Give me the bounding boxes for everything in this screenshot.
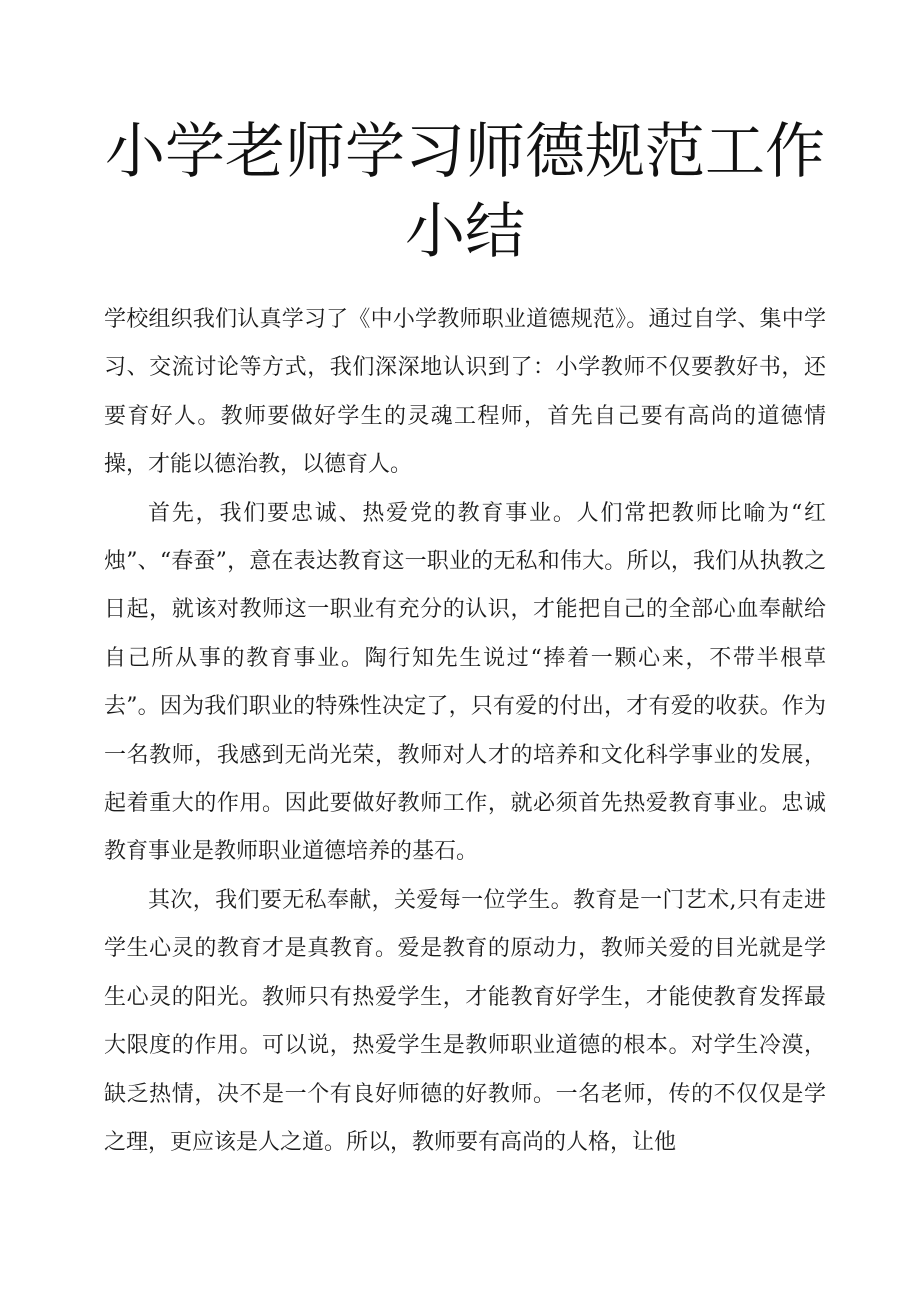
- paragraph-intro: 学校组织我们认真学习了《中小学教师职业道德规范》。通过自学、集中学习、交流讨论等方式，我们深深地认识到了：小学教师不仅要教好书，还要育好人。教师要做好学生的灵魂工程师，首先自己要有高尚的道德情操，才能以德治教，以德育人。: [104, 307, 826, 478]
- paragraph-second-point: 其次，我们要无私奉献，关爱每一位学生。教育是一门艺术,只有走进学生心灵的教育才是真教育。爱是教育的原动力，教师关爱的目光就是学生心灵的阳光。教师只有热爱学生，才能教育好学生，才能使教育发挥最大限度的作用。可以说，热爱学生是教师职业道德的根本。对学生冷漠，缺乏热情，决不是一个有良好师德的好教师。一名老师，传的不仅仅是学之理，更应该是人之道。所以，教师要有高尚的人格，让他: [104, 887, 826, 1155]
- paragraph-first-point: 首先，我们要忠诚、热爱党的教育事业。人们常把教师比喻为“红烛”、“春蚕”，意在表达教育这一职业的无私和伟大。所以，我们从执教之日起，就该对教师这一职业有充分的认识，才能把自己的全部心血奉献给自己所从事的教育事业。陶行知先生说过“捧着一颗心来，不带半根草去”。因为我们职业的特殊性决定了，只有爱的付出，才有爱的收获。作为一名教师，我感到无尚光荣，教师对人才的培养和文化科学事业的发展，起着重大的作用。因此要做好教师工作，就必须首先热爱教育事业。忠诚教育事业是教师职业道德培养的基石。: [104, 500, 826, 865]
- document-title: 小学老师学习师德规范工作小结: [105, 117, 825, 267]
- document-body: [104, 296, 826, 1167]
